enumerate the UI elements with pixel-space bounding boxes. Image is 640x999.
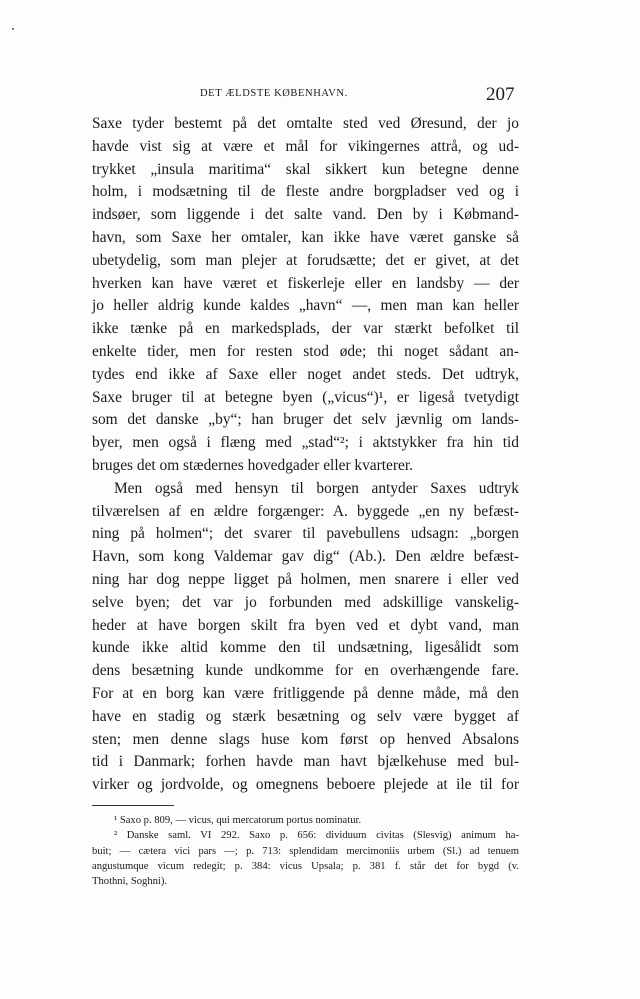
- text-line: heder at have borgen skilt fra byen ved et dybt vand, man: [92, 616, 519, 634]
- body-text: [92, 113, 519, 797]
- text-line: holm, i modsætning til de fleste andre borgpladser ved og i: [92, 183, 519, 201]
- footnote-line: ¹ Saxo p. 809, — vicus, qui mercatorum portus nominatur.: [114, 815, 362, 826]
- text-line: havde vist sig at være et mål for vikingernes attrå, og ud-: [92, 137, 519, 155]
- text-line: tydes end ikke af Saxe eller noget andet steds. Det udtryk,: [92, 365, 519, 383]
- footnote-line: buit; — cætera vici pars —; p. 713: splendidam mercimoniis urbem (Sl.) ad tenuem: [92, 845, 519, 857]
- text-line: tilværelsen af en ældre forgænger: A. byggede „en ny befæst-: [92, 502, 519, 520]
- footnote-line: ² Danske saml. VI 292. Saxo p. 656: dividuum civitas (Slesvig) animum ha-: [114, 830, 519, 842]
- running-title: DET ÆLDSTE KØBENHAVN.: [200, 88, 348, 99]
- text-line: ikke tænke på en markedsplads, der var stærkt befolket til: [92, 320, 519, 338]
- text-line: Havn, som kong Valdemar gav dig“ (Ab.). Den ældre befæst-: [92, 548, 519, 566]
- text-line: trykket „insula maritima“ skal sikkert kun betegne denne: [92, 160, 519, 178]
- text-line: Men også med hensyn til borgen antyder Saxes udtryk: [114, 479, 519, 497]
- footnote-line: angustumque vicum redegit; p. 384: vicus Upsala; p. 381 f. står det for bygd (v.: [92, 860, 519, 872]
- text-line: hverken kan have været et fiskerleje eller en landsby — der: [92, 274, 519, 292]
- text-line: For at en borg kan være fritliggende på denne måde, må den: [92, 684, 519, 702]
- text-line: ubetydelig, som man plejer at forudsætte; det er givet, at det: [92, 251, 519, 269]
- footnote-line: Thothni, Soghni).: [92, 876, 168, 888]
- text-line: indsøer, som liggende i det salte vand. Den by i Købmand-: [92, 206, 519, 224]
- text-line: kunde ikke altid komme den til undsætning, ligesålidt som: [92, 639, 519, 657]
- text-line: bruges det om stædernes hovedgader eller kvarterer.: [92, 456, 413, 474]
- text-line: som det danske „by“; han bruger det selv jævnlig om lands-: [92, 411, 519, 429]
- page-number: 207: [486, 84, 515, 105]
- text-line: selve byen; det var jo forbunden med adskillige vanskelig-: [92, 593, 519, 611]
- text-line: Saxe tyder bestemt på det omtalte sted ved Øresund, der jo: [92, 115, 519, 132]
- text-line: have en stadig og stærk besætning og selv være bygget af: [92, 707, 519, 725]
- footnote-rule: [92, 805, 174, 806]
- text-line: virker og jordvolde, og omegnens beboere plejede at ile til for: [92, 776, 519, 794]
- footnotes: [92, 813, 519, 889]
- text-line: ning har dog neppe ligget på holmen, men snarere i eller ved: [92, 570, 519, 588]
- text-line: dens besætning kunde undkomme for en overhængende fare.: [92, 662, 519, 680]
- text-line: ning på holmen“; det svarer til pavebullens udsagn: „borgen: [92, 525, 519, 543]
- text-line: Saxe bruger til at betegne byen („vicus“)¹, er ligeså tvetydigt: [92, 388, 519, 406]
- text-line: sten; men denne slags huse kom først op henved Absalons: [92, 730, 519, 748]
- text-line: enkelte tider, men for resten stod øde; thi noget sådant an-: [92, 342, 519, 360]
- text-line: byer, men også i flæng med „stad“²; i aktstykker fra hin tid: [92, 434, 519, 452]
- text-line: jo heller aldrig kunde kaldes „havn“ —, men man kan heller: [92, 297, 519, 315]
- page-speck: [12, 28, 14, 30]
- text-line: havn, som Saxe her omtaler, kan ikke have været ganske så: [92, 228, 519, 246]
- text-line: tid i Danmark; forhen havde man havt bjælkehuse med bul-: [92, 753, 519, 771]
